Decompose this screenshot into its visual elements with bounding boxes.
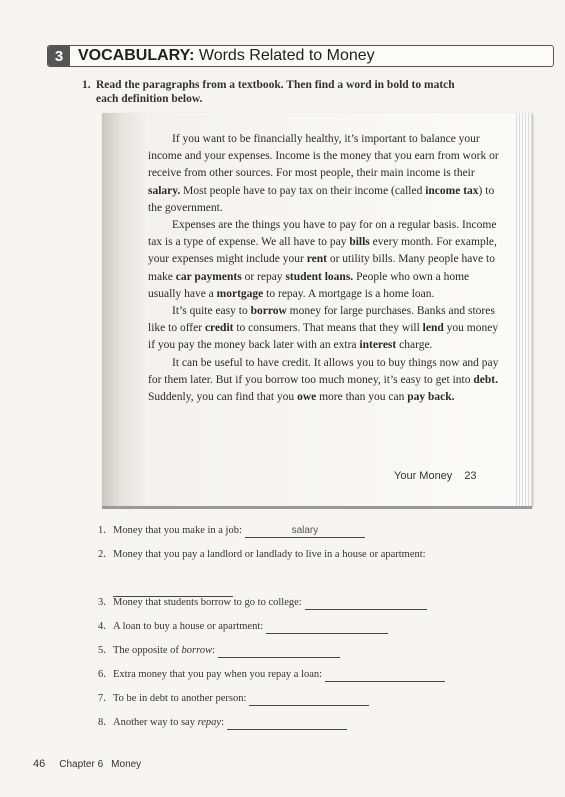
- passage-run: you money if you pay the money back later with an extra: [148, 322, 499, 352]
- bold-vocab-word: income tax: [425, 184, 479, 197]
- bold-vocab-word: pay back.: [407, 391, 455, 404]
- passage-run: Suddenly, you can find that you: [148, 391, 298, 404]
- question-number: 7.: [98, 693, 106, 704]
- question-text: To be in debt to another person:: [113, 693, 247, 704]
- answer-blank[interactable]: [113, 584, 233, 597]
- question-text: Extra money that you pay when you repay a loan:: [113, 669, 323, 680]
- passage-run: It can be useful to have credit. It allows you to buy things now and pay for them later. But if you borrow too much money, it’s easy to get into: [148, 356, 499, 386]
- question-text: The opposite of: [113, 645, 182, 656]
- passage-run: It’s quite easy to: [172, 305, 251, 318]
- passage-run: People who own a home usually have a: [148, 270, 470, 300]
- passage-paragraph: [148, 303, 500, 355]
- passage-run: to repay. A mortgage is a home loan.: [263, 287, 435, 300]
- bold-vocab-word: car payments: [175, 270, 242, 283]
- page-number: 46: [33, 758, 46, 770]
- answer-blank[interactable]: [266, 621, 388, 634]
- page-footer: [33, 758, 141, 770]
- textbook-footer: [394, 470, 477, 482]
- textbook-footer-page: 23: [464, 470, 477, 482]
- question-text: Another way to say: [113, 717, 198, 728]
- passage-run: charge.: [396, 339, 433, 352]
- question-number: 8.: [98, 717, 106, 728]
- question-item: [98, 645, 340, 658]
- book-page-edges: [514, 113, 532, 506]
- bold-vocab-word: student loans.: [285, 270, 354, 283]
- bold-vocab-word: debt.: [473, 373, 498, 386]
- question-italic-word: borrow: [181, 645, 213, 656]
- question-text-after: :: [221, 717, 225, 728]
- textbook-excerpt: [102, 113, 532, 506]
- question-item: [98, 525, 365, 538]
- answer-blank[interactable]: [305, 597, 427, 610]
- section-number: 3: [48, 46, 70, 66]
- passage-paragraph: [148, 355, 500, 407]
- exercise-instruction: [82, 78, 512, 106]
- passage-run: or utility bills. Many people have to make: [148, 253, 495, 283]
- passage-run: If you want to be financially healthy, it’s important to balance your income and your expenses. Income is the money that you earn from work or receive from other sources. For most people, their main income is their: [148, 133, 499, 180]
- instruction-line-1: Read the paragraphs from a textbook. Then find a word in bold to match: [96, 79, 455, 91]
- question-item: [98, 621, 388, 634]
- bold-vocab-word: interest: [359, 339, 397, 352]
- passage-run: more than you can: [316, 391, 408, 404]
- question-text: Money that students borrow to go to college:: [113, 597, 302, 608]
- passage-paragraph: [148, 131, 500, 217]
- question-item: [98, 669, 445, 682]
- question-number: 4.: [98, 621, 106, 632]
- question-number: 6.: [98, 669, 106, 680]
- question-item: [98, 549, 426, 597]
- chapter-topic: Money: [111, 759, 142, 770]
- bold-vocab-word: mortgage: [216, 287, 264, 300]
- bold-vocab-word: owe: [297, 391, 317, 404]
- answer-blank[interactable]: [245, 525, 365, 538]
- answer-blank[interactable]: [325, 669, 445, 682]
- bold-vocab-word: bills: [349, 236, 370, 249]
- passage-run: Expenses are the things you have to pay for on a regular basis. Income tax is a type of expense. We all have to pay: [148, 219, 497, 249]
- section-header: [47, 45, 554, 67]
- question-number: 3.: [98, 597, 106, 608]
- instruction-line-2: each definition below.: [96, 93, 203, 105]
- section-title-bold: VOCABULARY:: [78, 47, 195, 64]
- answer-text: salary: [291, 525, 319, 536]
- section-title-rest: Words Related to Money: [194, 47, 375, 64]
- question-item: [98, 597, 427, 610]
- question-number: 1.: [98, 525, 106, 536]
- answer-blank[interactable]: [249, 693, 369, 706]
- answer-blank[interactable]: [218, 645, 340, 658]
- question-text: Money that you pay a landlord or landlady to live in a house or apartment:: [113, 549, 426, 560]
- question-italic-word: repay: [197, 717, 222, 728]
- passage-run: money for large purchases. Banks and stores like to offer: [148, 305, 495, 335]
- passage-run: Most people have to pay tax on their income (called: [180, 184, 426, 197]
- question-number: 2.: [98, 549, 106, 560]
- bold-vocab-word: salary.: [148, 184, 181, 197]
- instruction-number: 1.: [82, 79, 91, 91]
- passage-run: every month. For example, your expenses might include your: [148, 236, 497, 266]
- question-number: 5.: [98, 645, 106, 656]
- passage-run: or repay: [241, 270, 286, 283]
- question-text-after: :: [212, 645, 215, 656]
- question-item: [98, 717, 347, 730]
- chapter-label: Chapter 6: [59, 759, 104, 770]
- passage-run: ) to the government.: [148, 184, 495, 214]
- textbook-footer-title: Your Money: [394, 470, 453, 482]
- section-title: [78, 47, 375, 65]
- answer-blank[interactable]: [227, 717, 347, 730]
- question-text: Money that you make in a job:: [113, 525, 242, 536]
- passage-run: to consumers. That means that they will: [233, 322, 423, 335]
- book-bottom-edge: [102, 506, 532, 509]
- question-item: [98, 693, 369, 706]
- bold-vocab-word: rent: [306, 253, 327, 266]
- question-text: A loan to buy a house or apartment:: [113, 621, 264, 632]
- bold-vocab-word: lend: [422, 322, 444, 335]
- passage-text: [148, 131, 500, 406]
- bold-vocab-word: borrow: [250, 305, 287, 318]
- bold-vocab-word: credit: [204, 322, 234, 335]
- passage-paragraph: [148, 217, 500, 303]
